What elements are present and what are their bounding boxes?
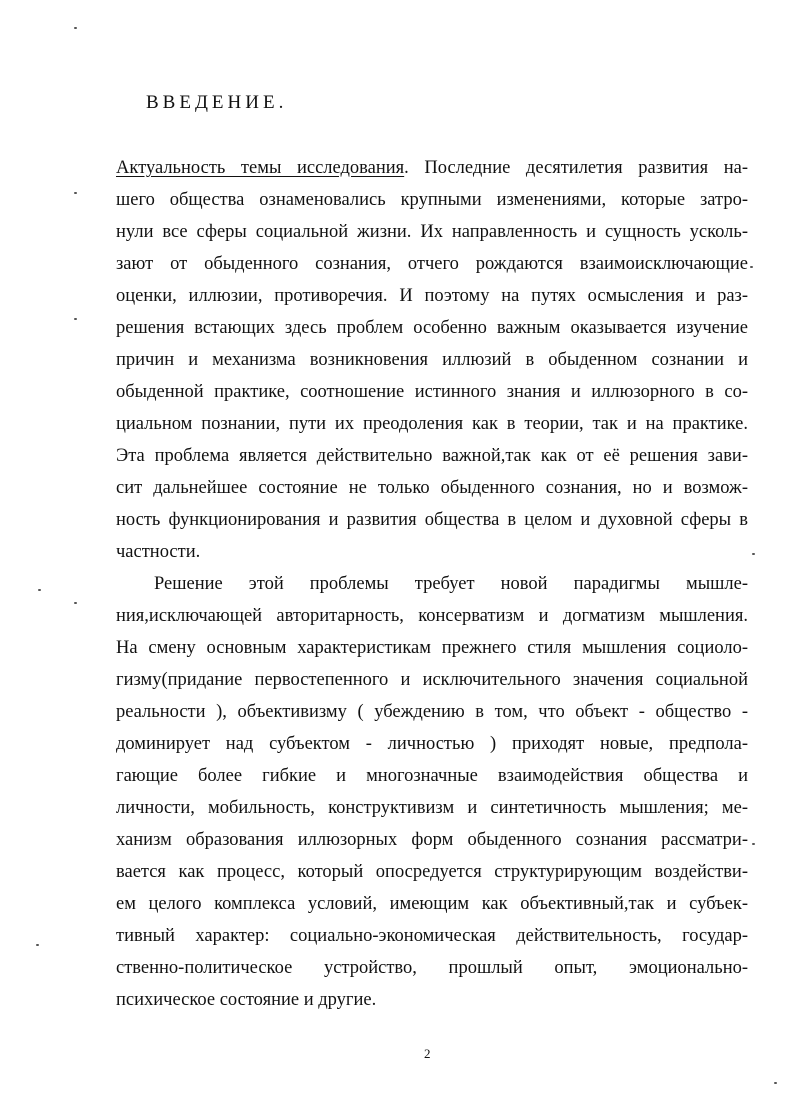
paragraph-1-line: решения встающих здесь проблем особенно важным оказывается изучение — [116, 318, 748, 338]
paragraph-1-line: причин и механизма возникновения иллюзий в обыденном сознании и — [116, 350, 748, 370]
paragraph-2-line: ем целого комплекса условий, имеющим как объективный,так и субъек- — [116, 894, 748, 914]
scan-speck — [752, 553, 755, 555]
paragraph-2-line: гизму(придание первостепенного и исключительного значения социальной — [116, 670, 748, 690]
paragraph-1-line: ность функционирования и развития общества в целом и духовной сферы в — [116, 510, 748, 530]
paragraph-1-line — [116, 157, 748, 179]
page-number: 2 — [424, 1046, 431, 1061]
paragraph-2-line: гающие более гибкие и многозначные взаимодействия общества и — [116, 766, 748, 786]
paragraph-1-line: шего общества ознаменовались крупными изменениями, которые затро- — [116, 190, 748, 210]
scan-speck — [750, 266, 753, 268]
paragraph-2-line: Решение этой проблемы требует новой парадигмы мышле- — [154, 574, 748, 594]
page-heading: ВВЕДЕНИЕ. — [146, 92, 288, 113]
paragraph-1-line: зают от обыденного сознания, отчего рождаются взаимоисключающие — [116, 254, 748, 274]
paragraph-2-line: На смену основным характеристикам прежнего стиля мышления социоло- — [116, 638, 748, 658]
topic-relevance-label: Актуальность темы исследования — [116, 158, 405, 178]
paragraph-1-line: сит дальнейшее состояние не только обыденного сознания, но и возмож- — [116, 478, 748, 498]
paragraph-2-line: доминирует над субъектом - личностью ) приходят новые, предпола- — [116, 734, 748, 754]
paragraph-1-line: оценки, иллюзии, противоречия. И поэтому на путях осмысления и раз- — [116, 286, 748, 306]
paragraph-2-line: реальности ), объективизму ( убеждению в том, что объект - общество - — [116, 702, 748, 722]
paragraph-1-line: циальном познании, пути их преодоления как в теории, так и на практике. — [116, 414, 748, 434]
paragraph-2-line: вается как процесс, который опосредуется структурирующим воздействи- — [116, 862, 748, 882]
paragraph-2-line: тивный характер: социально-экономическая действительность, государ- — [116, 926, 748, 946]
paragraph-2-line: психическое состояние и другие. — [116, 990, 377, 1010]
scan-speck — [74, 602, 77, 604]
paragraph-1-line: нули все сферы социальной жизни. Их направленность и сущность усколь- — [116, 222, 748, 242]
paragraph-1-line-text: . Последние десятилетия развития на- — [404, 158, 748, 178]
scan-speck — [774, 1082, 777, 1084]
paragraph-1-line: Эта проблема является действительно важной,так как от её решения зави- — [116, 446, 748, 466]
scan-speck — [74, 318, 77, 320]
paragraph-2-line: ханизм образования иллюзорных форм обыденного сознания рассматри- — [116, 830, 748, 850]
paragraph-2-line: личности, мобильность, конструктивизм и синтетичность мышления; ме- — [116, 798, 748, 818]
scan-speck — [752, 843, 755, 845]
paragraph-2-line: ния,исключающей авторитарность, консерватизм и догматизм мышления. — [116, 606, 748, 626]
scan-speck — [38, 589, 41, 591]
paragraph-1-line: обыденной практике, соотношение истинного знания и иллюзорного в со- — [116, 382, 748, 402]
scan-speck — [74, 27, 77, 29]
paragraph-2-line: ственно-политическое устройство, прошлый опыт, эмоционально- — [116, 958, 748, 978]
scan-speck — [36, 944, 39, 946]
scan-speck — [74, 192, 77, 194]
paragraph-1-line: частности. — [116, 542, 201, 562]
